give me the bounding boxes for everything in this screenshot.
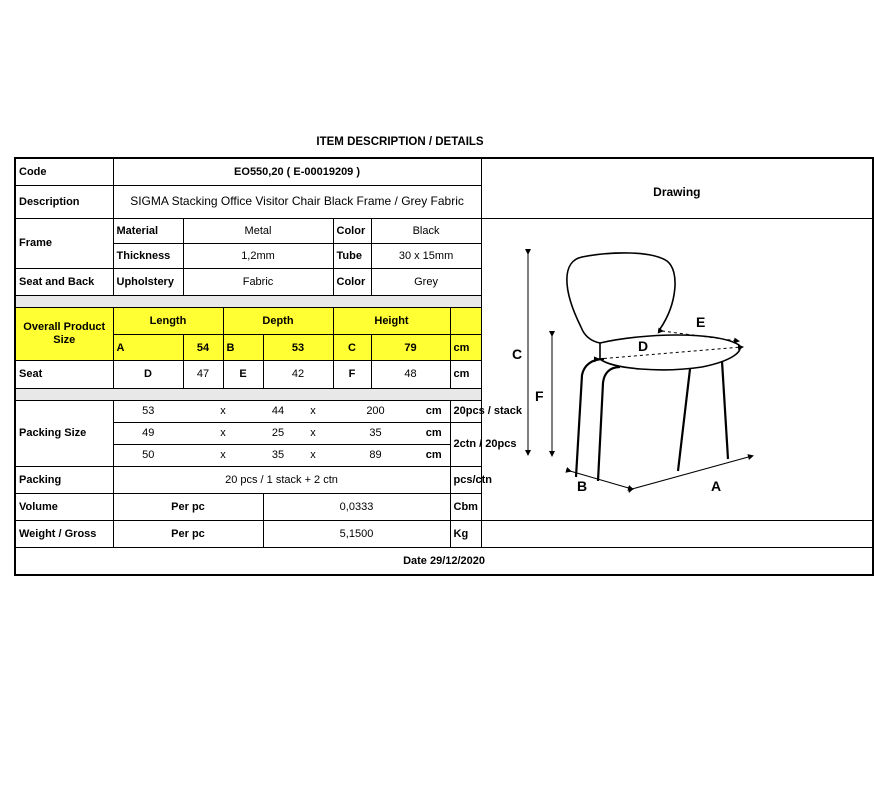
pack-row2-h: 35 <box>333 422 418 444</box>
spec-table <box>14 157 874 576</box>
spacer-row <box>15 296 481 308</box>
pack-row2-w: 25 <box>263 422 293 444</box>
frame-label: Frame <box>15 218 113 268</box>
dim-d: D <box>113 361 183 388</box>
pack-row1-x1: x <box>183 400 263 422</box>
weight-label: Weight / Gross <box>15 521 113 548</box>
material-label: Material <box>113 218 183 243</box>
seat-color-value: Grey <box>371 269 481 296</box>
pack-row1-w: 44 <box>263 400 293 422</box>
date-footer: Date 29/12/2020 <box>15 548 873 575</box>
upholstery-label: Upholstery <box>113 269 183 296</box>
dim-b-value: 53 <box>263 335 333 361</box>
seat-unit: cm <box>450 361 481 388</box>
description-label: Description <box>15 185 113 218</box>
thickness-value: 1,2mm <box>183 243 333 268</box>
volume-per: Per pc <box>113 494 263 521</box>
dim-e-value: 42 <box>263 361 333 388</box>
dim-c-label: C <box>511 345 522 362</box>
pack-row3-h: 89 <box>333 444 418 466</box>
chair-backrest <box>566 253 674 329</box>
depth-label: Depth <box>223 308 333 335</box>
pack-row3-w: 35 <box>263 444 293 466</box>
tube-label: Tube <box>333 243 371 268</box>
drawing-area <box>481 218 873 520</box>
volume-value: 0,0333 <box>263 494 450 521</box>
overall-unit: cm <box>450 335 481 361</box>
pack-row2-unit: cm <box>418 422 450 444</box>
weight-value: 5,1500 <box>263 521 450 548</box>
dim-d-label: D <box>637 337 648 354</box>
dim-f-value: 48 <box>371 361 450 388</box>
dim-c-value: 79 <box>371 335 450 361</box>
packing-size-label: Packing Size <box>15 400 113 466</box>
description-value: SIGMA Stacking Office Visitor Chair Black Frame / Grey Fabric <box>113 185 481 218</box>
dim-a-label: A <box>710 477 721 494</box>
pack-row3-x2: x <box>293 444 333 466</box>
pack-row3-unit: cm <box>418 444 450 466</box>
frame-color-label: Color <box>333 218 371 243</box>
packing-label: Packing <box>15 466 113 493</box>
seat-color-label: Color <box>333 269 371 296</box>
spacer-row <box>15 388 481 400</box>
tube-value: 30 x 15mm <box>371 243 481 268</box>
volume-unit: Cbm <box>450 494 481 521</box>
pack-row1-h: 200 <box>333 400 418 422</box>
packing-value: 20 pcs / 1 stack + 2 ctn <box>113 466 450 493</box>
pack-row1-l: 53 <box>113 400 183 422</box>
height-label: Height <box>333 308 450 335</box>
thickness-label: Thickness <box>113 243 183 268</box>
chair-drawing <box>482 219 794 549</box>
code-label: Code <box>15 158 113 185</box>
packing-unit: pcs/ctn <box>450 466 481 493</box>
dim-a-value: 54 <box>183 335 223 361</box>
chair-seat <box>600 335 740 370</box>
dim-b-label: B <box>576 477 587 494</box>
dim-a: A <box>113 335 183 361</box>
pack-row3-l: 50 <box>113 444 183 466</box>
weight-per: Per pc <box>113 521 263 548</box>
material-value: Metal <box>183 218 333 243</box>
pack-note-stack: 20pcs / stack <box>450 400 481 422</box>
pack-row2-l: 49 <box>113 422 183 444</box>
overall-size-label: Overall Product Size <box>15 308 113 361</box>
dim-f: F <box>333 361 371 388</box>
dim-c: C <box>333 335 371 361</box>
chair-back-leg <box>678 369 690 471</box>
dim-b: B <box>223 335 263 361</box>
page-title: ITEM DESCRIPTION / DETAILS <box>316 136 484 148</box>
pack-row1-unit: cm <box>418 400 450 422</box>
seat-back-label: Seat and Back <box>15 269 113 296</box>
seat-label: Seat <box>15 361 113 388</box>
dim-e: E <box>223 361 263 388</box>
pack-row2-x1: x <box>183 422 263 444</box>
drawing-label: Drawing <box>481 185 873 218</box>
pack-note-ctn: 2ctn / 20pcs <box>450 422 481 466</box>
length-label: Length <box>113 308 223 335</box>
upholstery-value: Fabric <box>183 269 333 296</box>
overall-unit-blank <box>450 308 481 335</box>
dim-f-label: F <box>534 387 544 404</box>
pack-row3-x1: x <box>183 444 263 466</box>
volume-label: Volume <box>15 494 113 521</box>
frame-color-value: Black <box>371 218 481 243</box>
pack-row1-x2: x <box>293 400 333 422</box>
weight-unit: Kg <box>450 521 481 548</box>
code-value: EO550,20 ( E-00019209 ) <box>113 158 481 185</box>
pack-row2-x2: x <box>293 422 333 444</box>
code-right-blank <box>481 158 873 185</box>
dim-e-label: E <box>695 313 705 330</box>
dim-d-value: 47 <box>183 361 223 388</box>
